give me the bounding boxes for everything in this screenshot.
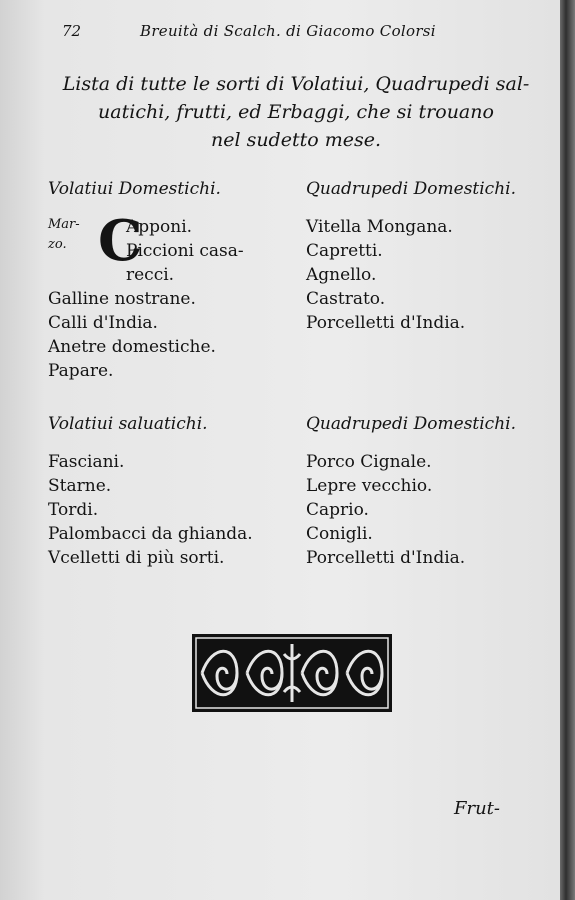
list-item: Galline nostrane. — [48, 289, 196, 309]
catchword: Frut- — [454, 798, 501, 819]
column-volatiui-saluatichi — [48, 412, 298, 570]
title-line-3: nel sudetto mese. — [210, 129, 382, 151]
column-heading: Quadrupedi Domestichi. — [306, 414, 516, 434]
list-item: Tordi. — [48, 500, 99, 520]
column-heading: Volatiui Domestichi. — [48, 179, 221, 199]
column-quadrupedi-second — [306, 412, 556, 570]
column-quadrupedi-domestichi — [306, 177, 556, 335]
column-heading: Volatiui saluatichi. — [48, 414, 208, 434]
list-item: Piccioni casa- — [126, 241, 244, 261]
book-gutter-edge — [560, 0, 575, 900]
list-item: Caprio. — [306, 500, 369, 520]
list-item: Lepre vecchio. — [306, 476, 433, 496]
title-line-1: Lista di tutte le sorti di Volatiui, Quadrupedi sal- — [62, 73, 530, 95]
list-item: Vitella Mongana. — [306, 217, 453, 237]
list-item: Calli d'India. — [48, 313, 158, 333]
list-item: recci. — [126, 265, 175, 285]
list-item: Fasciani. — [48, 452, 125, 472]
printer-ornament — [192, 634, 392, 712]
margin-note-line: Mar- — [48, 217, 80, 232]
list-item: Conigli. — [306, 524, 373, 544]
list-item: Anetre domestiche. — [48, 337, 216, 357]
margin-note — [48, 215, 80, 255]
list-item: Vcelletti di più sorti. — [48, 548, 225, 568]
list-item: Apponi. — [126, 217, 193, 237]
column-volatiui-domestichi — [48, 177, 298, 383]
list-item: Porcelletti d'India. — [306, 313, 466, 333]
list-item: Capretti. — [306, 241, 383, 261]
list-item: Castrato. — [306, 289, 386, 309]
page-header — [62, 22, 482, 46]
page-number: 72 — [62, 22, 82, 40]
list-title — [46, 70, 546, 154]
list-item: Papare. — [48, 361, 114, 381]
list-item: Agnello. — [306, 265, 377, 285]
show-through-text — [80, 80, 550, 700]
list-item: Porco Cignale. — [306, 452, 432, 472]
list-item: Starne. — [48, 476, 112, 496]
column-heading: Quadrupedi Domestichi. — [306, 179, 516, 199]
title-line-2: uatichi, frutti, ed Erbaggi, che si trouano — [98, 101, 494, 123]
margin-note-line: zo. — [48, 237, 67, 252]
drop-cap: C — [98, 208, 143, 274]
list-item: Porcelletti d'India. — [306, 548, 466, 568]
running-head: Breuità di Scalch. di Giacomo Colorsi — [140, 22, 436, 40]
list-item: Palombacci da ghianda. — [48, 524, 253, 544]
